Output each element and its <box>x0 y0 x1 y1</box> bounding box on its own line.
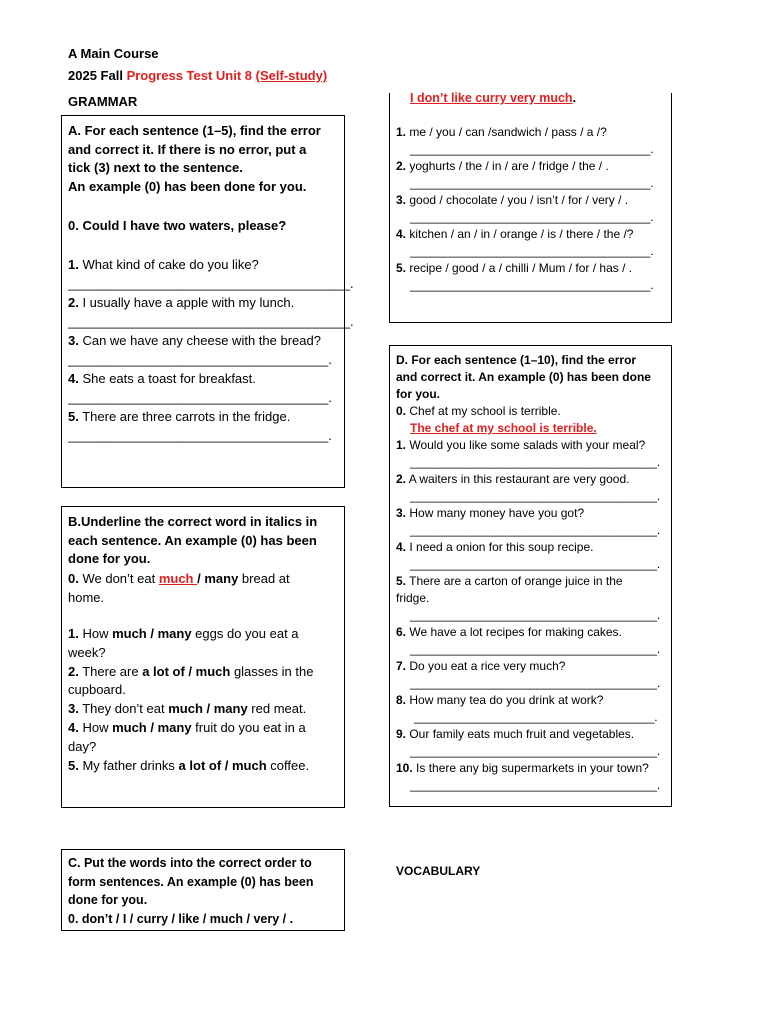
test-name: Progress Test Unit 8 <box>126 68 253 83</box>
section-c-instr-line: C. Put the words into the correct order to <box>68 856 312 870</box>
answer-blank[interactable]: ____________________________________. <box>414 710 658 724</box>
section-d-item: 4. I need a onion for this soup recipe. <box>396 540 594 554</box>
section-b-item: 1. How much / many eggs do you eat a <box>68 626 299 641</box>
section-c-items <box>396 124 654 294</box>
answer-blank[interactable]: ____________________________________. <box>410 244 654 258</box>
answer-blank[interactable]: _____________________________________. <box>410 676 661 690</box>
answer-blank[interactable]: ____________________________________. <box>410 142 654 156</box>
answer-blank[interactable]: _____________________________________. <box>410 642 661 656</box>
section-d-items <box>396 437 660 794</box>
section-c-instr-line: done for you. <box>68 893 148 907</box>
section-d-item: 9. Our family eats much fruit and vegetables. <box>396 727 635 741</box>
section-d-item: 1. Would you like some salads with your meal? <box>396 438 646 452</box>
section-c-example-answer: I don’t like curry very much. <box>410 91 577 105</box>
section-a-item: 5. There are three carrots in the fridge. <box>68 409 291 424</box>
answer-blank[interactable]: _____________________________________. <box>410 778 661 792</box>
answer-blank[interactable]: _____________________________________. <box>410 608 661 622</box>
section-d-instr-line: D. For each sentence (1–10), find the error <box>396 353 637 367</box>
answer-blank[interactable]: ____________________________________. <box>410 278 654 292</box>
section-c-example: 0. don’t / I / curry / like / much / very / . <box>68 911 294 926</box>
section-b-items: 1. How much / many eggs do you eat a week? 2. There are a lot of / much glasses in the cupboard. 3. They don’t eat much / many red meat. 4. How much / many fruit do you eat in a day? 5. My father drinks a lot of / much coffee. <box>68 625 313 775</box>
self-study-label: (Self-study) <box>255 68 328 83</box>
section-c-item: 1. me / you / can /sandwich / pass / a /? <box>396 125 607 139</box>
answer-blank[interactable]: ____________________________________. <box>68 428 332 443</box>
year-label: 2025 Fall <box>68 68 123 83</box>
section-d-instructions <box>396 352 651 403</box>
section-b-box <box>61 506 345 808</box>
answer-blank[interactable]: ____________________________________. <box>68 390 332 405</box>
section-a-item: 4. She eats a toast for breakfast. <box>68 371 256 386</box>
section-d-item: 8. How many tea do you drink at work? <box>396 693 604 707</box>
section-d-item: 7. Do you eat a rice very much? <box>396 659 566 673</box>
section-a-instr-line: A. For each sentence (1–5), find the error <box>68 123 321 138</box>
section-a-instructions <box>68 122 321 196</box>
word-choice[interactable]: much / many <box>112 626 192 641</box>
word-choice[interactable]: much / many <box>168 701 248 717</box>
section-d-instr-line: for you. <box>396 387 440 401</box>
section-d-item: 10. Is there any big supermarkets in your town? <box>396 761 649 775</box>
section-c-continued-box <box>389 93 672 323</box>
section-c-item: 4. kitchen / an / in / orange / is / there / the /? <box>396 227 634 241</box>
answer-blank[interactable]: _____________________________________. <box>410 523 661 537</box>
section-c-item: 5. recipe / good / a / chilli / Mum / for / has / . <box>396 261 633 275</box>
vocabulary-heading: VOCABULARY <box>396 864 481 878</box>
section-a-items <box>68 255 354 445</box>
section-d-item: 2. A waiters in this restaurant are very good. <box>396 472 630 486</box>
word-choice[interactable]: a lot of / much <box>142 663 231 679</box>
section-d-box <box>389 345 672 807</box>
section-b-item: 3. They don’t eat much / many red meat. <box>68 701 307 717</box>
section-b-item: 2. There are a lot of / much glasses in the <box>68 663 314 679</box>
answer-blank[interactable]: ____________________________________. <box>410 210 654 224</box>
section-a-item: 1. What kind of cake do you like? <box>68 257 259 272</box>
section-b-example: 0. We don’t eat much / many bread at home. <box>68 571 290 605</box>
section-b-item: 4. How much / many fruit do you eat in a <box>68 719 306 735</box>
section-a-instr-line: An example (0) has been done for you. <box>68 178 307 194</box>
example-answer-much: much <box>158 571 198 586</box>
course-title: A Main Course <box>68 46 159 61</box>
section-c-instructions <box>68 854 313 928</box>
answer-blank[interactable]: _____________________________________. <box>410 489 661 503</box>
section-a-box <box>61 115 354 488</box>
answer-blank[interactable]: _____________________________________. <box>410 744 661 758</box>
section-a-item: 2. I usually have a apple with my lunch. <box>68 295 295 310</box>
answer-blank[interactable]: _______________________________________. <box>68 276 354 291</box>
section-d-item: 6. We have a lot recipes for making cakes. <box>396 625 622 639</box>
answer-blank[interactable]: ____________________________________. <box>68 352 332 367</box>
section-b-item: 5. My father drinks a lot of / much coffee. <box>68 757 310 773</box>
section-d-item: 5. There are a carton of orange juice in the <box>396 574 623 588</box>
section-b-instr-line: each sentence. An example (0) has been <box>68 532 317 548</box>
section-a-instr-line: tick (3) next to the sentence. <box>68 160 243 175</box>
section-d-instr-line: and correct it. An example (0) has been done <box>396 370 651 384</box>
section-b-instr-line: B.Underline the correct word in italics in <box>68 514 318 529</box>
grammar-heading: GRAMMAR <box>68 94 138 109</box>
section-a-item: 3. Can we have any cheese with the bread? <box>68 333 321 348</box>
section-d-item: 3. How many money have you got? <box>396 506 585 520</box>
section-b-instructions <box>68 513 317 569</box>
section-d-example-answer: The chef at my school is terrible. <box>410 421 597 435</box>
word-choice[interactable]: a lot of / much <box>178 757 267 773</box>
section-d-example: 0. Chef at my school is terrible. The chef at my school is terrible. <box>396 404 597 435</box>
section-c-item: 3. good / chocolate / you / isn’t / for / very / . <box>396 193 629 207</box>
answer-blank[interactable]: _____________________________________. <box>410 455 661 469</box>
section-b-instr-line: done for you. <box>68 551 151 566</box>
answer-blank[interactable]: ____________________________________. <box>410 176 654 190</box>
section-d-item-cont: fridge. <box>396 591 430 605</box>
test-title <box>68 68 327 83</box>
answer-blank[interactable]: _____________________________________. <box>410 557 661 571</box>
word-choice[interactable]: much / many <box>112 719 192 735</box>
section-c-box <box>61 849 345 931</box>
section-c-instr-line: form sentences. An example (0) has been <box>68 874 314 889</box>
section-a-instr-line: and correct it. If there is no error, put a <box>68 141 307 157</box>
section-c-item: 2. yoghurts / the / in / are / fridge / the / . <box>396 159 609 173</box>
section-a-example: 0. Could I have two waters, please? <box>68 218 287 233</box>
answer-blank[interactable]: _______________________________________. <box>68 314 354 329</box>
